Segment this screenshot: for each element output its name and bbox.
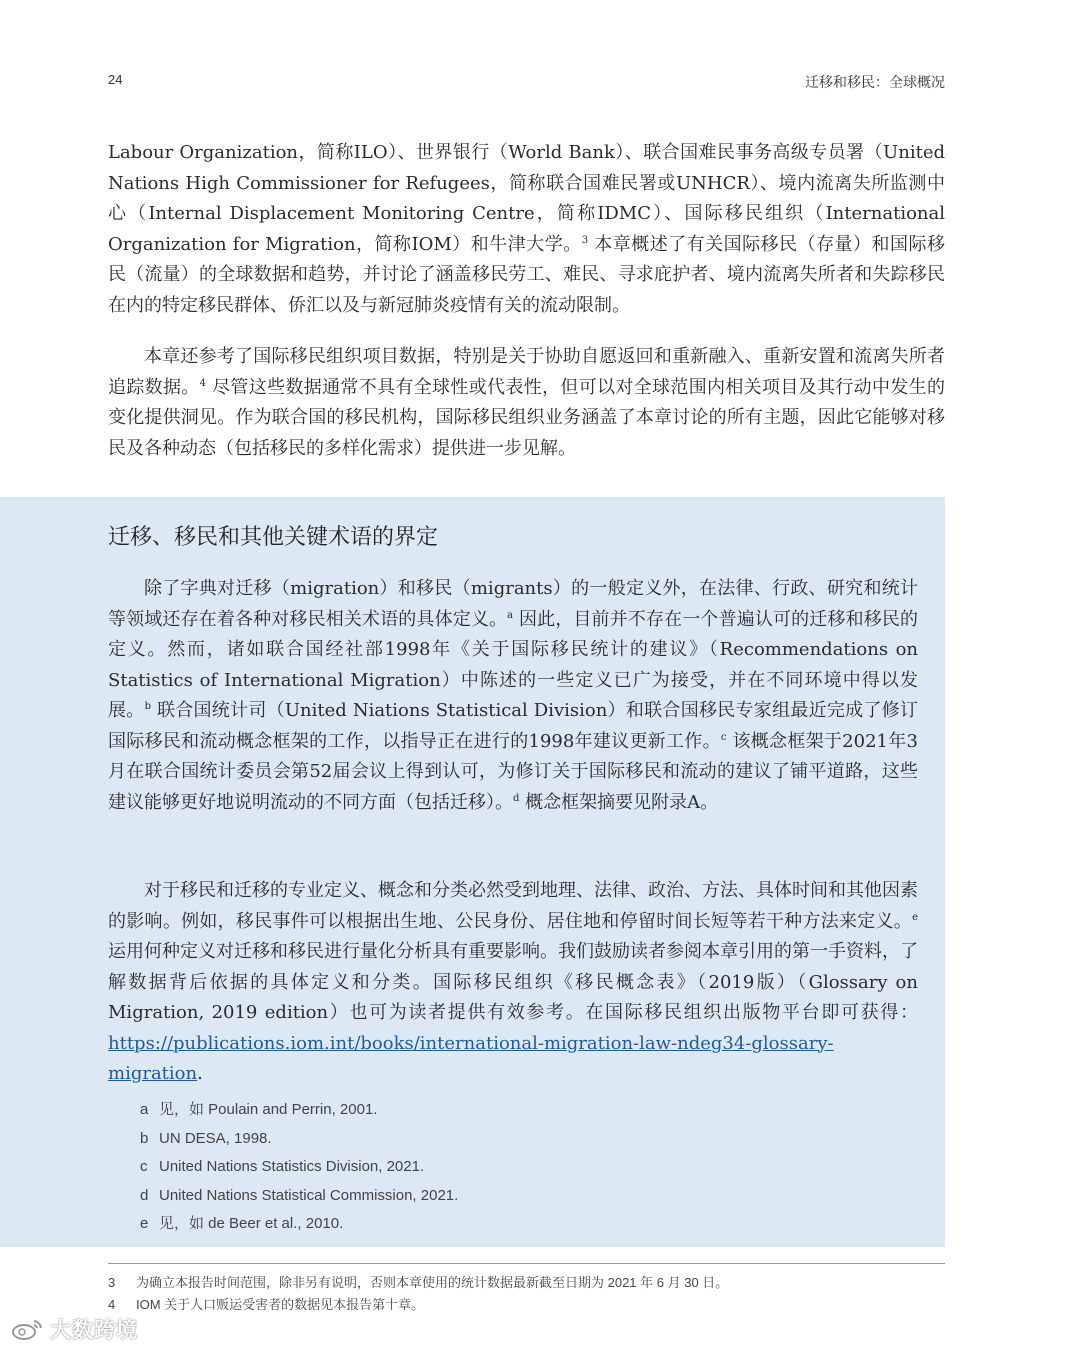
b1-text-a: 除了字典对迁移（migration）和移民（migrants）的一般定义外，在法律、行政、研究和统计等领域还存在着各种对移民相关术语的具体定义。: [108, 578, 918, 630]
box-paragraph-2: [108, 876, 918, 1090]
watermark: [10, 1314, 138, 1344]
p1-tail: 本章概述了有关国际移民（存量）和国际移民（流量）的全球数据和趋势，并讨论了涵盖移民劳工、难民、寻求庇护者、境内流离失所者和失踪移民在内的特定移民群体、侨汇以及与新冠肺炎疫情有关的流动限制。: [108, 233, 945, 316]
box-title: 迁移、移民和其他关键术语的界定: [108, 525, 439, 550]
box-footnote-marker: c: [140, 1158, 148, 1175]
box-ref-d[interactable]: d: [513, 792, 520, 804]
box-ref-a[interactable]: a: [507, 609, 514, 621]
watermark-text: 大数跨境: [50, 1318, 138, 1342]
glossary-link[interactable]: https://publications.iom.int/books/international-migration-law-ndeg34-glossary-migration: [108, 1032, 834, 1084]
page-number: 24: [108, 72, 123, 87]
b1-text-c: 联合国统计司（United Niations Statistical Division）和联合国移民专家组最近完成了修订国际移民和流动概念框架的工作，以指导正在进行的1998年建议更新工作。: [108, 700, 918, 752]
box-footnote-text: United Nations Statistics Division, 2021.: [159, 1158, 425, 1175]
b1-text-d: 该概念框架于2021年3月在联合国统计委员会第52届会议上得到认可，为修订关于国际移民和流动的建议了铺平道路，这些建议能够更好地说明流动的不同方面（包括迁移）。: [108, 730, 918, 813]
p2-tail: 尽管这些数据通常不具有全球性或代表性，但可以对全球范围内相关项目及其行动中发生的变化提供洞见。作为联合国的移民机构，国际移民组织业务涵盖了本章讨论的所有主题，因此它能够对移民及各种动态（包括移民的多样化需求）提供进一步见解。: [108, 376, 945, 459]
box-footnotes: [140, 1096, 458, 1239]
footnote-divider: [108, 1263, 945, 1264]
box-footnote-marker: d: [140, 1186, 149, 1204]
footnote-ref-3[interactable]: 3: [581, 234, 589, 246]
footnote-4-number: 4: [108, 1297, 116, 1312]
p2-text: 本章还参考了国际移民组织项目数据，特别是关于协助自愿返回和重新融入、重新安置和流离失所者追踪数据。: [108, 346, 945, 398]
box-footnote-item: [140, 1210, 458, 1239]
box-footnote-text: 见，如 Poulain and Perrin, 2001.: [159, 1101, 378, 1118]
footnote-4: [108, 1294, 424, 1313]
p1-text: Labour Organization，简称ILO）、世界银行（World Bank）、联合国难民事务高级专员署（United Nations High Commissioner for Refugees，简称联合国难民署或UNHCR）、境内流离失所监测中心（Internal Displacement Monitoring Centre，简称IDMC）、国际移民组织（International Organization for Migration，简称IOM）和牛津大学。: [108, 142, 945, 255]
box-footnote-text: 见，如 de Beer et al., 2010.: [159, 1215, 344, 1232]
b2-text-a: 对于移民和迁移的专业定义、概念和分类必然受到地理、法律、政治、方法、具体时间和其他因素的影响。例如，移民事件可以根据出生地、公民身份、居住地和停留时间长短等若干种方法来定义。: [108, 880, 918, 932]
footnote-4-text: IOM 关于人口贩运受害者的数据见本报告第十章。: [136, 1297, 425, 1312]
box-footnote-item: [140, 1125, 458, 1154]
b1-text-e: 概念框架摘要见附录A。: [519, 791, 719, 813]
box-footnote-marker: e: [140, 1215, 149, 1232]
body-paragraph-2: [108, 342, 945, 464]
box-footnote-item: [140, 1153, 458, 1182]
footnote-ref-4[interactable]: 4: [199, 377, 207, 389]
box-ref-c[interactable]: c: [720, 731, 727, 743]
b2-end: .: [197, 1063, 203, 1084]
footnote-3: [108, 1272, 728, 1291]
box-paragraph-1: [108, 574, 918, 818]
footnote-3-text: 为确立本报告时间范围，除非另有说明，否则本章使用的统计数据最新截至日期为 2021 年 6 月 30 日。: [136, 1275, 729, 1290]
body-paragraph-1: [108, 138, 945, 321]
box-ref-b[interactable]: b: [144, 701, 151, 712]
running-header: 迁移和移民：全球概况: [805, 74, 945, 90]
b1-text-b: 因此，目前并不存在一个普遍认可的迁移和移民的定义。然而，诸如联合国经社部1998年《关于国际移民统计的建议》（Recommendations on Statistics of International Migration）中陈述的一些定义已广为接受，并在不同环境中得以发展。: [108, 608, 918, 721]
footnote-3-number: 3: [108, 1275, 116, 1290]
box-footnote-marker: a: [140, 1101, 149, 1118]
box-footnote-text: UN DESA, 1998.: [159, 1129, 272, 1147]
box-footnote-marker: b: [140, 1129, 149, 1147]
weibo-logo-icon: [10, 1317, 44, 1341]
b2-text-b: 运用何种定义对迁移和移民进行量化分析具有重要影响。我们鼓励读者参阅本章引用的第一手资料，了解数据背后依据的具体定义和分类。国际移民组织《移民概念表》（2019版）（Glossary on Migration, 2019 edition）也可为读者提供有效参考。在国际移民组织出版物平台即可获得：: [108, 941, 918, 1023]
box-footnote-item: [140, 1096, 458, 1125]
box-ref-e[interactable]: e: [912, 911, 918, 923]
box-footnote-text: United Nations Statistical Commission, 2021.: [159, 1186, 459, 1204]
box-footnote-item: [140, 1182, 458, 1211]
